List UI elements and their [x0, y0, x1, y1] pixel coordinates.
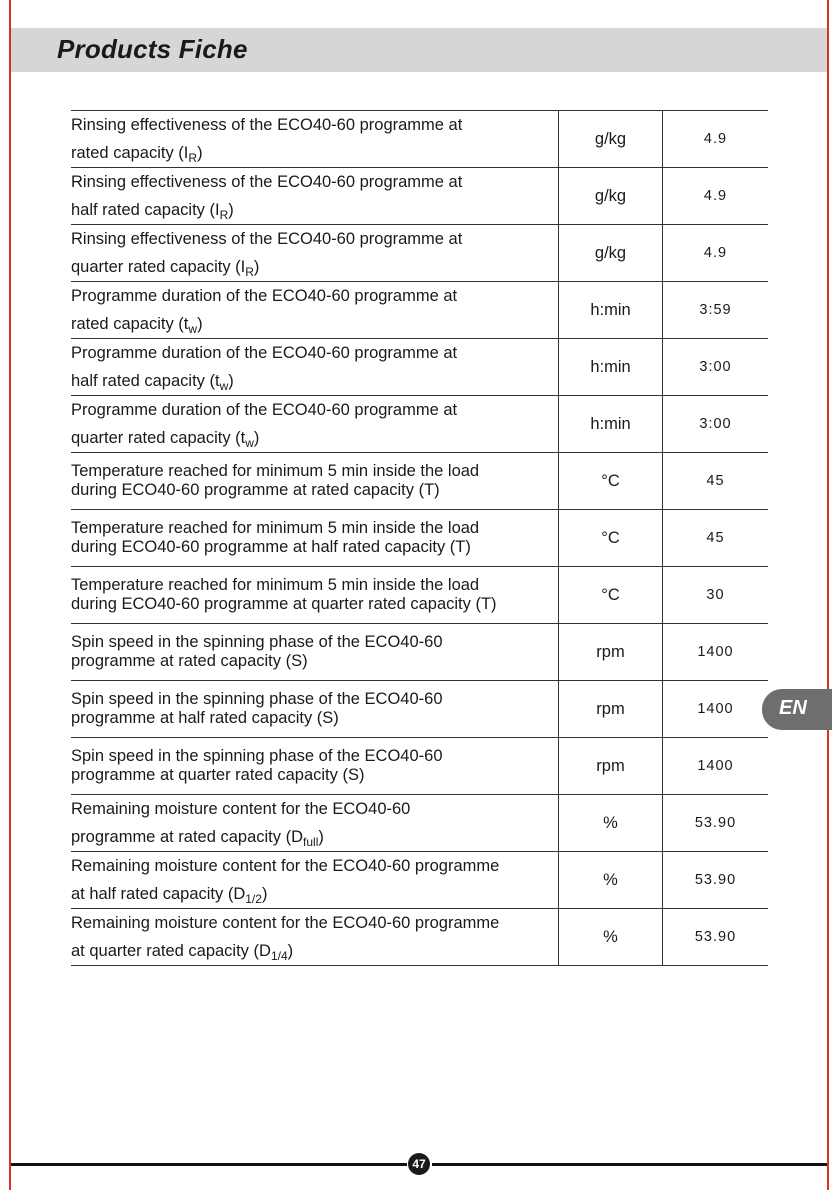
- row-unit: g/kg: [559, 111, 663, 168]
- row-value: 1400: [697, 758, 734, 774]
- row-unit: °C: [559, 510, 663, 567]
- table-row: [71, 396, 768, 453]
- closing-paren: ): [318, 828, 324, 846]
- row-description: [71, 168, 559, 225]
- page-number: 47: [408, 1153, 430, 1175]
- description-line-1: Rinsing effectiveness of the ECO40-60 programme at: [71, 116, 463, 134]
- closing-paren: ): [197, 144, 203, 162]
- closing-paren: ): [228, 201, 234, 219]
- description-line-2: [71, 880, 558, 908]
- symbol-subscript: full: [303, 835, 319, 849]
- symbol-subscript: 1/4: [270, 949, 288, 963]
- symbol-subscript: R: [245, 265, 254, 279]
- closing-paren: ): [197, 315, 203, 333]
- description-line-1: Programme duration of the ECO40-60 programme at: [71, 287, 458, 305]
- table-row: [71, 852, 768, 909]
- table-row: [71, 510, 768, 567]
- symbol-subscript: R: [219, 208, 229, 222]
- table-row: [71, 567, 768, 624]
- left-border: [9, 0, 11, 1190]
- row-description: [71, 282, 559, 339]
- row-value: 53.90: [694, 872, 737, 888]
- description-line-2: [71, 196, 558, 224]
- row-unit: g/kg: [559, 168, 663, 225]
- row-description: [71, 624, 559, 681]
- symbol-subscript: R: [188, 151, 198, 165]
- row-value: 4.9: [703, 131, 728, 147]
- table-row: [71, 339, 768, 396]
- description-line-2-text: quarter rated capacity (t: [71, 429, 246, 447]
- description-line-2: [71, 139, 558, 167]
- description-line-1: Programme duration of the ECO40-60 programme at: [71, 344, 458, 362]
- description-line-1: Programme duration of the ECO40-60 programme at: [71, 401, 458, 419]
- row-value: 45: [706, 473, 725, 489]
- description-line-2: [71, 424, 558, 452]
- row-description: [71, 339, 559, 396]
- closing-paren: ): [228, 372, 234, 390]
- language-tab-label: EN: [779, 697, 807, 719]
- row-description: [71, 909, 559, 966]
- description-line-2-text: programme at rated capacity (S): [71, 652, 308, 670]
- description-line-2: [71, 253, 558, 281]
- row-value: 30: [706, 587, 725, 603]
- right-border: [827, 0, 829, 1190]
- description-line-2-text: during ECO40-60 programme at quarter rated capacity (T): [71, 595, 497, 613]
- language-tab[interactable]: [762, 689, 832, 730]
- description-line-2-text: rated capacity (I: [71, 144, 189, 162]
- row-unit: °C: [559, 453, 663, 510]
- description-line-2: [71, 538, 558, 557]
- row-description: [71, 225, 559, 282]
- product-fiche-table: [71, 110, 768, 966]
- row-description: [71, 738, 559, 795]
- description-line-2: [71, 823, 558, 851]
- description-line-1: Spin speed in the spinning phase of the ECO40-60: [71, 747, 443, 765]
- description-line-1: Remaining moisture content for the ECO40-60: [71, 800, 411, 818]
- description-line-2: [71, 652, 558, 671]
- row-description: [71, 453, 559, 510]
- row-value: 53.90: [694, 929, 737, 945]
- description-line-2-text: programme at half rated capacity (S): [71, 709, 339, 727]
- row-value: 4.9: [703, 188, 728, 204]
- description-line-2-text: half rated capacity (I: [71, 201, 220, 219]
- symbol-subscript: 1/2: [245, 892, 262, 906]
- table-row: [71, 282, 768, 339]
- description-line-2-text: during ECO40-60 programme at rated capacity (T): [71, 481, 440, 499]
- row-unit: rpm: [559, 624, 663, 681]
- description-line-2-text: quarter rated capacity (I: [71, 258, 246, 276]
- description-line-2-text: at half rated capacity (D: [71, 885, 246, 903]
- table-row: [71, 225, 768, 282]
- table-row: [71, 681, 768, 738]
- row-description: [71, 852, 559, 909]
- row-description: [71, 567, 559, 624]
- closing-paren: ): [253, 258, 260, 276]
- table-row: [71, 909, 768, 966]
- description-line-2-text: half rated capacity (t: [71, 372, 220, 390]
- row-description: [71, 510, 559, 567]
- description-line-2: [71, 766, 558, 785]
- row-unit: %: [559, 852, 663, 909]
- description-line-1: Rinsing effectiveness of the ECO40-60 programme at: [71, 230, 463, 248]
- closing-paren: ): [287, 942, 294, 960]
- description-line-2: [71, 481, 558, 500]
- row-value: 1400: [697, 701, 734, 717]
- description-line-2: [71, 709, 558, 728]
- table-row: [71, 168, 768, 225]
- row-unit: °C: [559, 567, 663, 624]
- row-description: [71, 396, 559, 453]
- description-line-2: [71, 595, 558, 614]
- row-unit: g/kg: [559, 225, 663, 282]
- table-row: [71, 111, 768, 168]
- row-unit: rpm: [559, 738, 663, 795]
- symbol-subscript: w: [245, 436, 254, 450]
- description-line-2-text: at quarter rated capacity (D: [71, 942, 271, 960]
- page-title: Products Fiche: [57, 34, 248, 64]
- symbol-subscript: w: [188, 322, 198, 336]
- row-description: [71, 681, 559, 738]
- description-line-1: Remaining moisture content for the ECO40-60 programme: [71, 914, 500, 932]
- closing-paren: ): [261, 885, 268, 903]
- description-line-1: Remaining moisture content for the ECO40-60 programme: [71, 857, 500, 875]
- footer-rule-left: [11, 1163, 407, 1166]
- row-value: 3:59: [699, 302, 732, 318]
- row-description: [71, 111, 559, 168]
- description-line-1: Spin speed in the spinning phase of the ECO40-60: [71, 690, 443, 708]
- row-value: 1400: [697, 644, 734, 660]
- row-unit: rpm: [559, 681, 663, 738]
- closing-paren: ): [253, 429, 260, 447]
- description-line-1: Temperature reached for minimum 5 min inside the load: [71, 519, 480, 537]
- description-line-1: Temperature reached for minimum 5 min inside the load: [71, 576, 480, 594]
- row-description: [71, 795, 559, 852]
- row-unit: %: [559, 795, 663, 852]
- description-line-2-text: rated capacity (t: [71, 315, 189, 333]
- row-value: 53.90: [694, 815, 737, 831]
- table-row: [71, 453, 768, 510]
- description-line-2-text: programme at rated capacity (D: [71, 828, 304, 846]
- row-value: 45: [706, 530, 725, 546]
- table-row: [71, 795, 768, 852]
- table-row: [71, 738, 768, 795]
- footer-rule-right: [432, 1163, 827, 1166]
- description-line-2: [71, 367, 558, 395]
- symbol-subscript: w: [219, 379, 229, 393]
- description-line-2: [71, 310, 558, 338]
- description-line-1: Spin speed in the spinning phase of the ECO40-60: [71, 633, 443, 651]
- row-unit: h:min: [559, 282, 663, 339]
- description-line-1: Temperature reached for minimum 5 min inside the load: [71, 462, 480, 480]
- row-unit: %: [559, 909, 663, 966]
- description-line-1: Rinsing effectiveness of the ECO40-60 programme at: [71, 173, 463, 191]
- description-line-2: [71, 937, 558, 965]
- row-value: 4.9: [703, 245, 728, 261]
- description-line-2-text: programme at quarter rated capacity (S): [71, 766, 365, 784]
- description-line-2-text: during ECO40-60 programme at half rated capacity (T): [71, 538, 471, 556]
- row-value: 3:00: [699, 416, 732, 432]
- row-value: 3:00: [699, 359, 732, 375]
- table-row: [71, 624, 768, 681]
- row-unit: h:min: [559, 396, 663, 453]
- row-unit: h:min: [559, 339, 663, 396]
